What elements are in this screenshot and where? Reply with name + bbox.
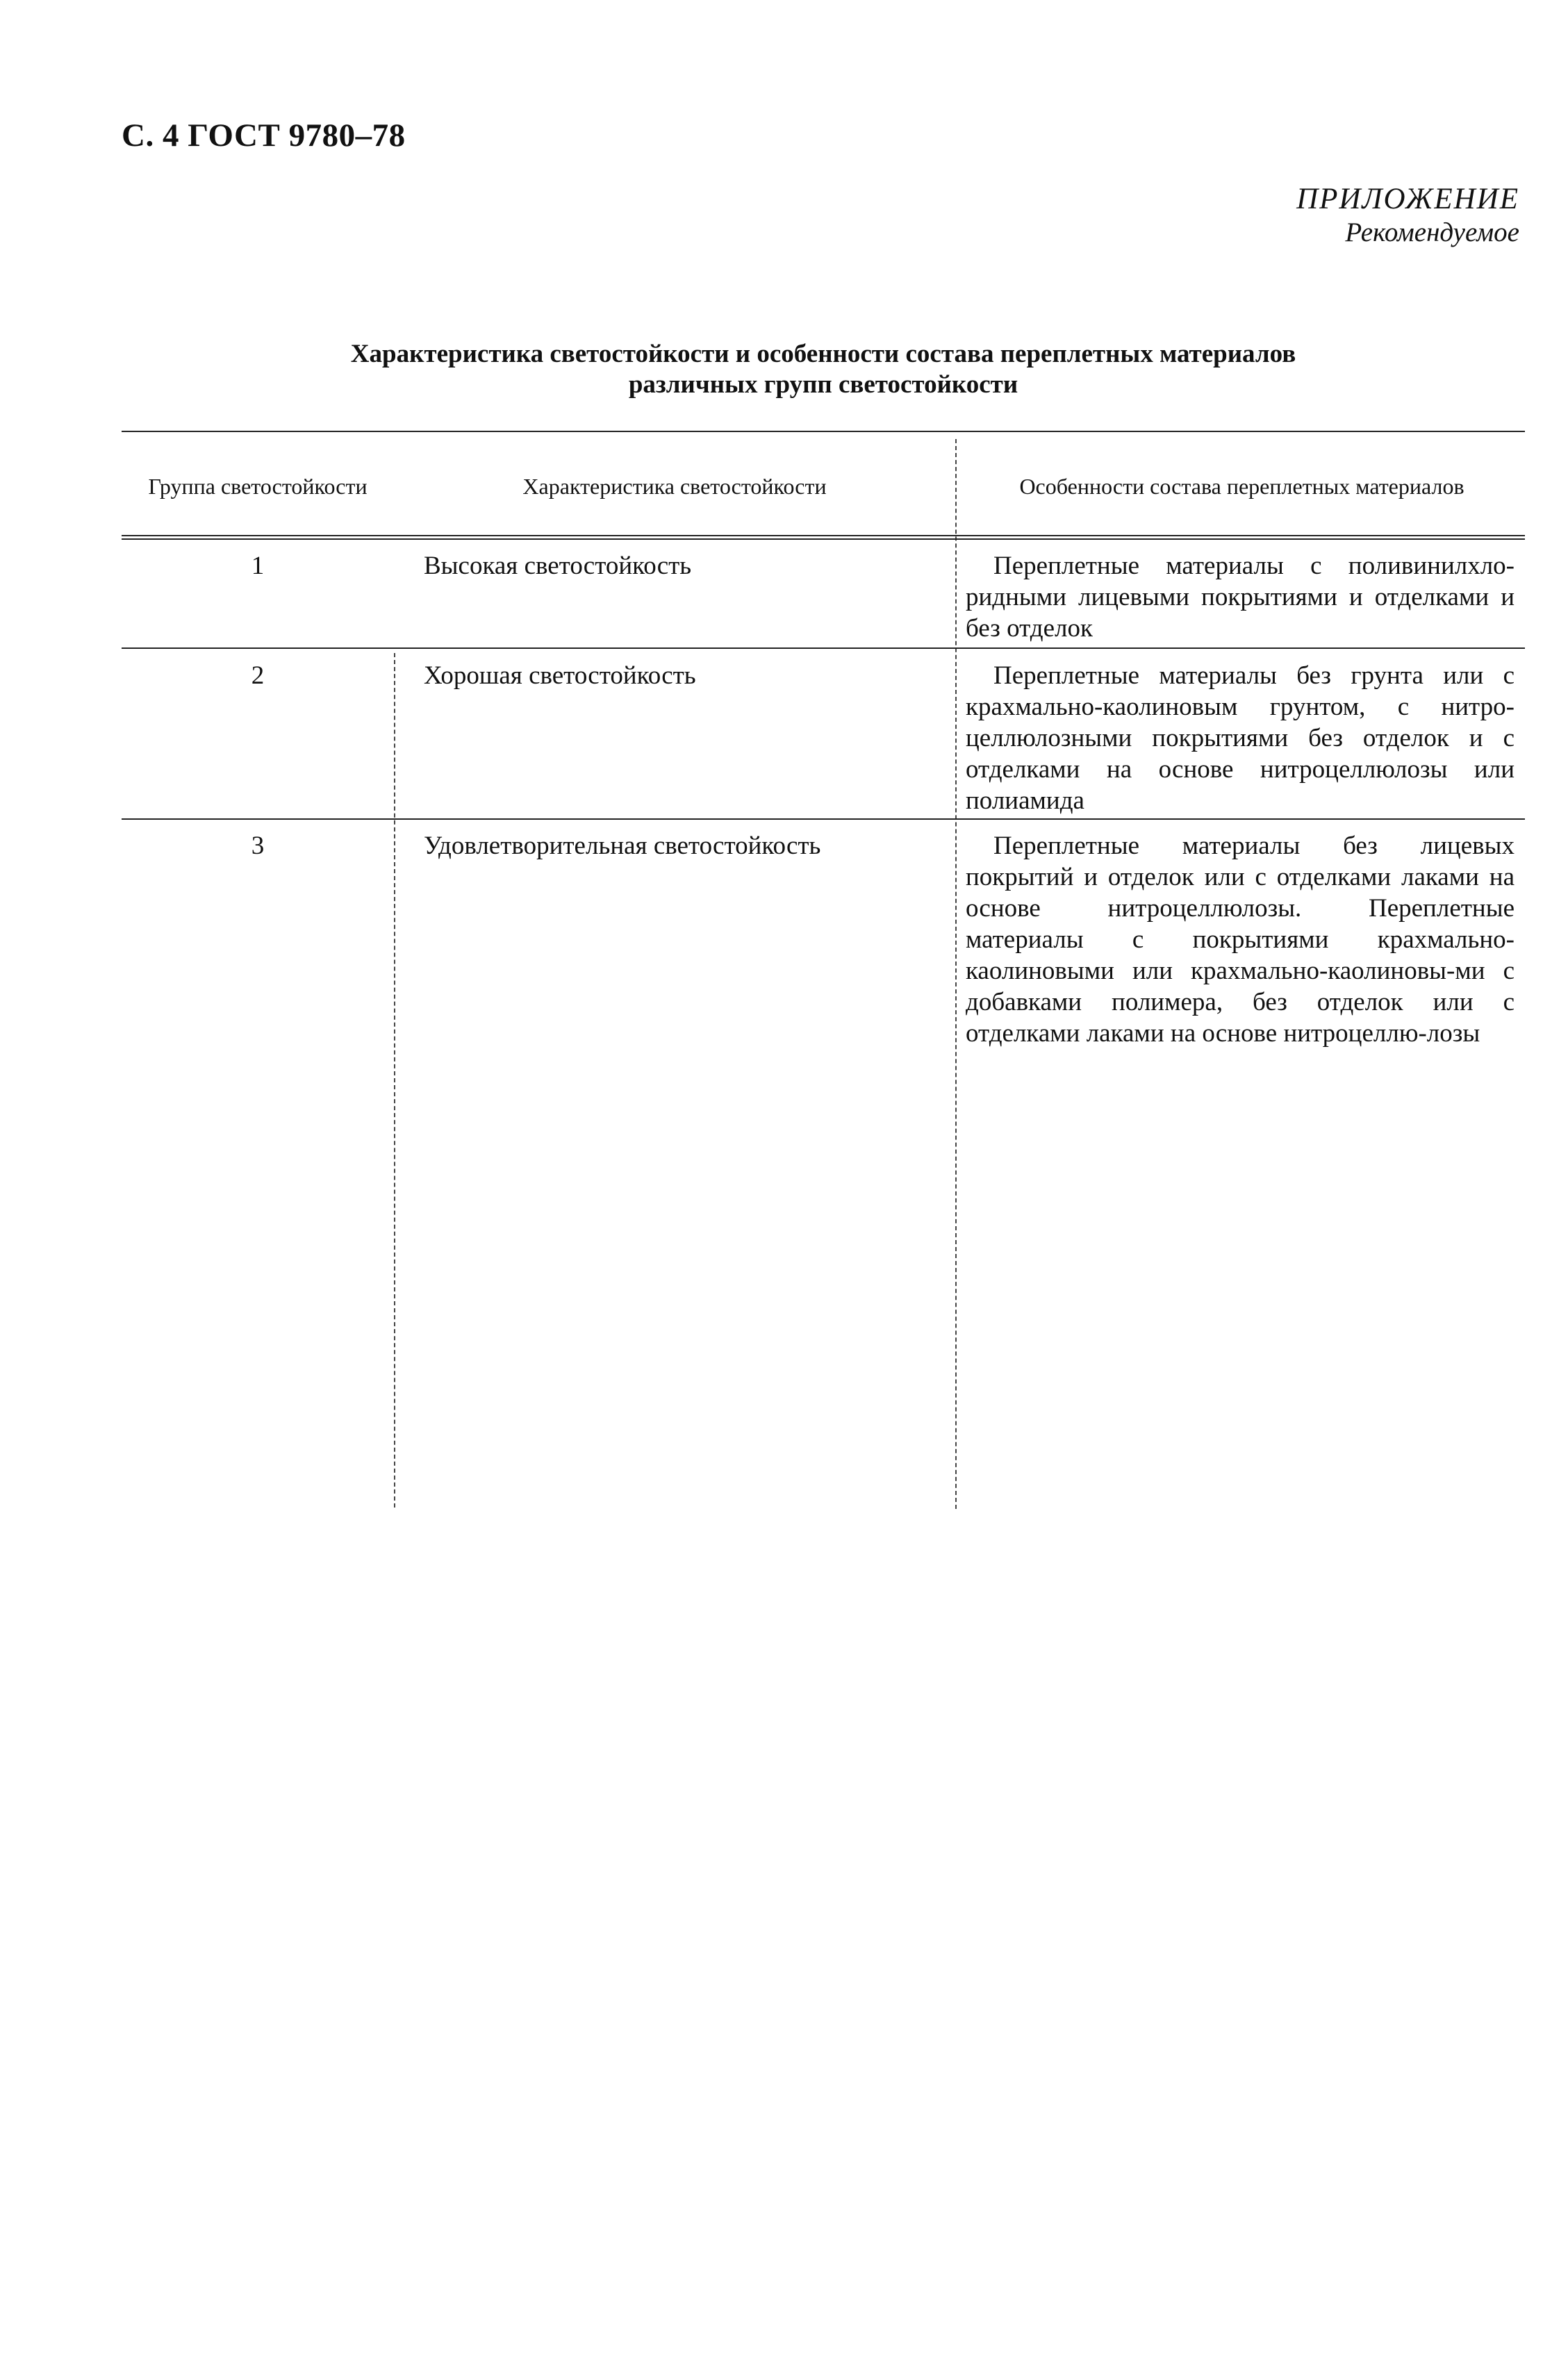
column-divider-2 [955,439,957,1509]
column-divider-1 [394,653,395,1508]
characteristic-cell: Хорошая светостойкость [424,661,696,690]
characteristic-cell: Высокая светостойкость [424,552,692,580]
group-cell: 3 [251,832,265,860]
group-cell: 2 [251,661,265,690]
column-header-features: Особенности состава переплетных материалов [1019,474,1464,499]
table-title-line-2: различных групп светостойкости [628,370,1018,399]
column-header-characteristic: Характеристика светостойкости [522,474,827,499]
table-title [122,339,1525,400]
table-top-rule [122,431,1525,432]
page-header: С. 4 ГОСТ 9780–78 [122,117,406,154]
features-cell: Переплетные материалы без лицевых покрытий и отделок или с отделками лаками на основе нитроцеллюлозы. Переплетные материалы с покрытиями крахмально-каолиновыми или крахмально-каолиновы-ми с добавками полимера, без отделок или с отделками лаками на основе нитроцеллю-лозы [966,832,1515,1048]
appendix-label [1296,182,1519,249]
appendix-subtitle: Рекомендуемое [1345,217,1519,247]
features-cell: Переплетные материалы без грунта или с крахмально-каолиновым грунтом, с нитро-целлюлозными покрытиями без отделок и с отделками на основе нитроцеллюлозы или полиамида [966,661,1515,815]
appendix-title: ПРИЛОЖЕНИЕ [1296,183,1519,215]
row-separator [122,647,1525,649]
group-cell: 1 [251,552,265,580]
row-separator [122,818,1525,820]
table-title-line-1: Характеристика светостойкости и особенности состава переплетных материалов [350,340,1296,368]
characteristic-cell: Удовлетворительная светостойкость [424,832,821,860]
features-cell: Переплетные материалы с поливинилхло-ридными лицевыми покрытиями и отделками и без отделок [966,552,1515,643]
column-header-group: Группа светостойкости [148,474,368,499]
table-header-rule [122,535,1525,540]
